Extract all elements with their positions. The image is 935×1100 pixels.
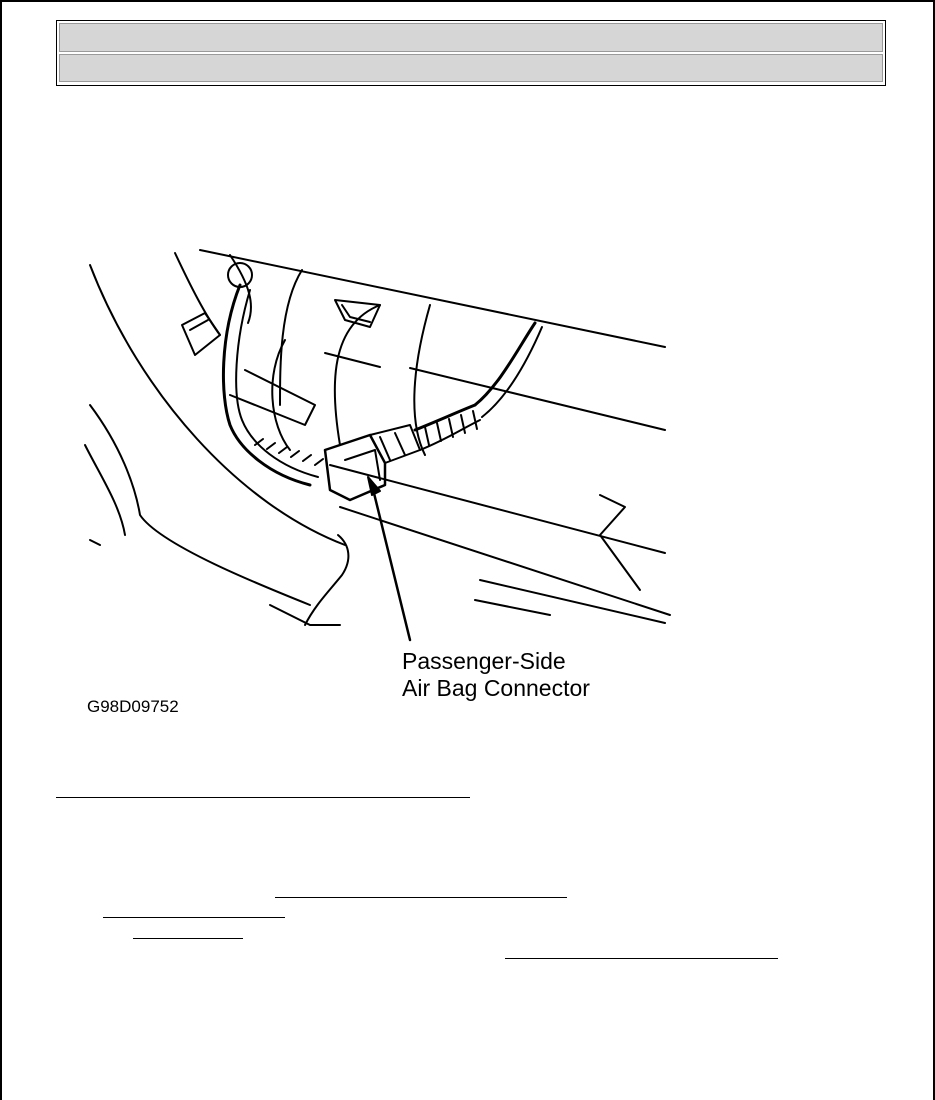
lower-panel-edge [475, 600, 550, 615]
lower-trim-curve-2 [85, 445, 125, 535]
callout-leader [372, 485, 410, 640]
connector-housing-face [345, 450, 380, 480]
text-underline [275, 897, 567, 898]
mounting-hole [228, 263, 252, 287]
bracket-inner [190, 320, 208, 330]
header-title-bar [59, 23, 883, 52]
dash-rib [335, 305, 380, 445]
corrugated-sleeve-left [255, 439, 323, 465]
figure-id: G98D09752 [87, 697, 179, 716]
section-rule [56, 797, 470, 798]
text-underline [103, 917, 285, 918]
harness-wire-left-2 [236, 290, 318, 477]
dash-rib [280, 270, 302, 405]
document-header [56, 20, 886, 86]
glovebox-edge [305, 535, 348, 625]
pillar-outer [90, 265, 345, 545]
dash-surface [270, 605, 340, 625]
dash-panel-line [410, 368, 665, 430]
dash-rib [414, 305, 430, 455]
pillar-mid [175, 253, 220, 335]
text-underline [505, 958, 778, 959]
bracket [182, 313, 220, 355]
callout-line-1: Passenger-Side [402, 648, 566, 674]
lower-trim-curve [90, 405, 310, 605]
harness-wire-far-2 [482, 327, 542, 417]
connector-callout-label [402, 648, 590, 702]
callout-line-2: Air Bag Connector [402, 675, 590, 701]
lower-trim-edge [90, 540, 100, 545]
dash-shelf-step [600, 495, 640, 590]
connector-illustration [80, 245, 680, 725]
connector-mate [370, 425, 420, 463]
text-underline [133, 938, 243, 939]
dash-panel-line [325, 353, 380, 367]
header-subtitle-bar [59, 54, 883, 82]
dash-top-edge [200, 250, 665, 347]
